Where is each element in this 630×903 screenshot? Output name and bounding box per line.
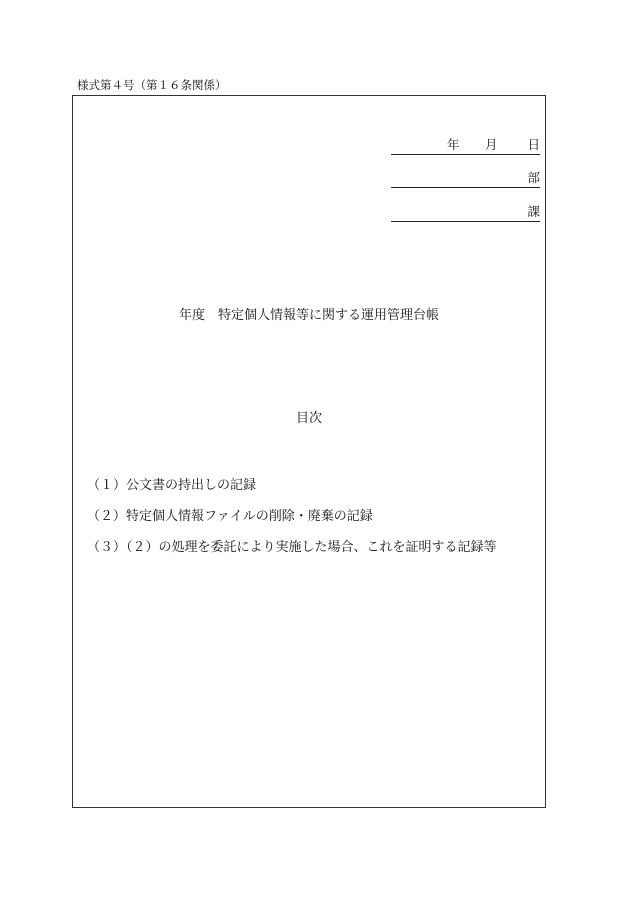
date-month-label: 月: [485, 137, 498, 152]
document-title: 年度 特定個人情報等に関する運用管理台帳: [178, 308, 439, 323]
date-field: [391, 136, 540, 155]
toc-item: （２）特定個人情報ファイルの削除・廃棄の記録: [87, 509, 373, 524]
section-label: 課: [527, 204, 540, 219]
form-number: 様式第４号（第１６条関係）: [77, 78, 227, 92]
toc-item: （３）（２）の処理を委託により実施した場合、これを証明する記録等: [87, 540, 497, 555]
date-year-label: 年: [447, 137, 460, 152]
section-field: [391, 203, 540, 222]
toc-item: （１）公文書の持出しの記録: [87, 478, 257, 493]
department-field: [391, 169, 540, 188]
document-frame: [72, 95, 546, 808]
department-label: 部: [527, 170, 540, 185]
date-day-label: 日: [527, 137, 540, 152]
toc-heading: 目次: [295, 411, 322, 426]
toc-list: [87, 478, 497, 571]
